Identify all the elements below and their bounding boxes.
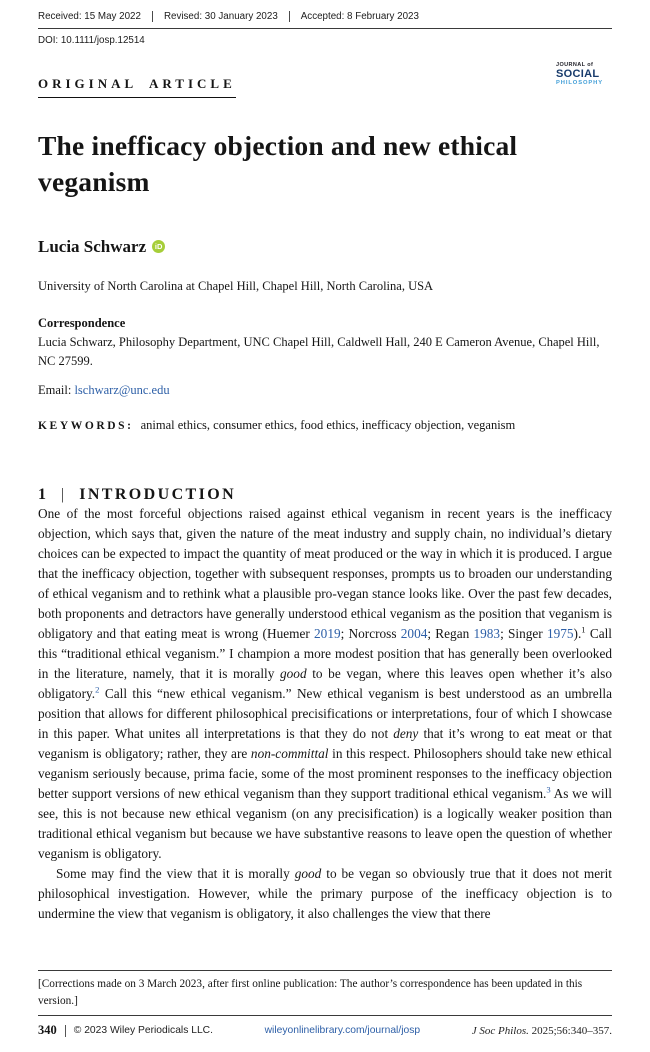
footnote-marker: 1 [581, 624, 586, 635]
section-heading-introduction [38, 486, 612, 504]
section-title: INTRODUCTION [79, 485, 237, 503]
journal-logo [556, 62, 612, 87]
doi-text: DOI: 10.1111/josp.12514 [38, 35, 145, 46]
correspondence-text: Lucia Schwarz, Philosophy Department, UNC Chapel Hill, Caldwell Hall, 240 E Cameron Avenue, Chapel Hill, NC 27599. [38, 335, 600, 369]
paragraph: One of the most forceful objections raised against ethical veganism in recent years is the inefficacy objection, which says that, given the nature of the meat industry and supply chain, no individual’s dietary choices can be expected to impact the quantity of meat produced or the way in which it is produced. I argue that the inefficacy objection, together with subsequent responses, prompts us to broaden our understanding of ethical veganism and to rethink what a plausible pro-vegan stance looks like. Over the past few decades, both proponents and detractors have generally understood ethical veganism as the position that veganism is obligatory and that eating meat is wrong (Huemer 2019; Norcross 2004; Regan 1983; Singer 1975).$^1$ Call this “traditional ethical veganism.” I champion a more modest position that has generally been overlooked in the literature, namely, that it is morally good to be vegan, where this leaves open whether it’s also obligatory.$^2$ Call this “new ethical veganism.” New ethical veganism is best understood as an umbrella position that allows for different philosophical precisifications or interpretations, four of which I showcase in this paper. What unites all interpretations is that they do not deny that it’s wrong to eat meat or that veganism is obligatory; rather, they are non-committal in this respect. Philosophers should take new ethical veganism seriously because, prima facie, some of the most prominent responses to the inefficacy objection better support versions of new ethical veganism than they support traditional ethical veganism.$^3$ As we will see, this is not because new ethical veganism (on any precisification) is a logically weaker position than traditional ethical veganism but because we have substantive reasons to leave open the question of whether veganism is obligatory. [38, 505, 613, 861]
article-header [38, 8, 612, 433]
keywords-label: KEYWORDS: [38, 419, 134, 432]
dates-bar [38, 8, 612, 28]
author-name: Lucia Schwarz [38, 236, 147, 256]
footer-bar [38, 1016, 612, 1038]
author-row [38, 237, 612, 257]
emphasized-text: good [280, 665, 307, 681]
page-number: 340 [38, 1023, 57, 1037]
accepted-date: Accepted: 8 February 2023 [289, 11, 430, 22]
journal-logo-social: SOCIAL [556, 68, 600, 81]
emphasized-text: non-committal [250, 745, 329, 761]
orcid-icon[interactable]: iD [152, 240, 165, 253]
author-affiliation: University of North Carolina at Chapel Hill, Chapel Hill, North Carolina, USA [38, 278, 434, 293]
emphasized-text: deny [393, 725, 419, 741]
journal-logo-kicker: JOURNAL of [556, 62, 594, 68]
article-body [38, 452, 612, 924]
journal-logo-philosophy: PHILOSOPHY [556, 80, 604, 87]
journal-url-link[interactable]: wileyonlinelibrary.com/journal/josp [264, 1025, 421, 1036]
copyright-text: © 2023 Wiley Periodicals LLC. [73, 1025, 213, 1036]
email-label: Email: [38, 382, 75, 397]
received-date: Received: 15 May 2022 [38, 11, 141, 22]
paragraph: Some may find the view that it is morally good to be vegan so obviously true that it does not merit philosophical investigation. However, while the primary purpose of the inefficacy objection is to undermine the view that veganism is obligatory, it also challenges the view that there [38, 865, 612, 921]
emphasized-text: J Soc Philos. [471, 1024, 529, 1037]
correspondence-label: Correspondence [38, 315, 126, 330]
footnote-link[interactable]: 2 [95, 684, 100, 695]
corrections-note: [Corrections made on 3 March 2023, after first online publication: The author’s correspondence has been updated in this version.] [38, 970, 612, 1016]
citation-year-link[interactable]: 1975 [546, 625, 574, 641]
citation-year-link[interactable]: 2019 [314, 625, 341, 641]
section-pipe: | [61, 485, 65, 503]
divider [65, 1025, 66, 1037]
citation-year-link[interactable]: 1983 [473, 625, 501, 641]
citation-year-link[interactable]: 2004 [400, 625, 428, 641]
journal-citation: J Soc Philos. 2025;56:340–357. [471, 1024, 612, 1037]
article-type-row [38, 62, 612, 98]
keywords-row [38, 418, 612, 433]
keywords-list: animal ethics, consumer ethics, food ethics, inefficacy objection, veganism [140, 417, 516, 432]
revised-date: Revised: 30 January 2023 [152, 11, 289, 22]
page-footer [38, 970, 612, 1038]
article-title: The inefficacy objection and new ethical veganism [38, 130, 518, 198]
email-link[interactable]: lschwarz@unc.edu [74, 382, 170, 397]
emphasized-text: good [294, 865, 322, 881]
correspondence-block [38, 314, 612, 400]
article-type-label: ORIGINAL ARTICLE [38, 76, 236, 98]
footnote-link[interactable]: 3 [546, 784, 551, 795]
section-number: 1 [38, 485, 46, 503]
email-line [38, 381, 612, 400]
